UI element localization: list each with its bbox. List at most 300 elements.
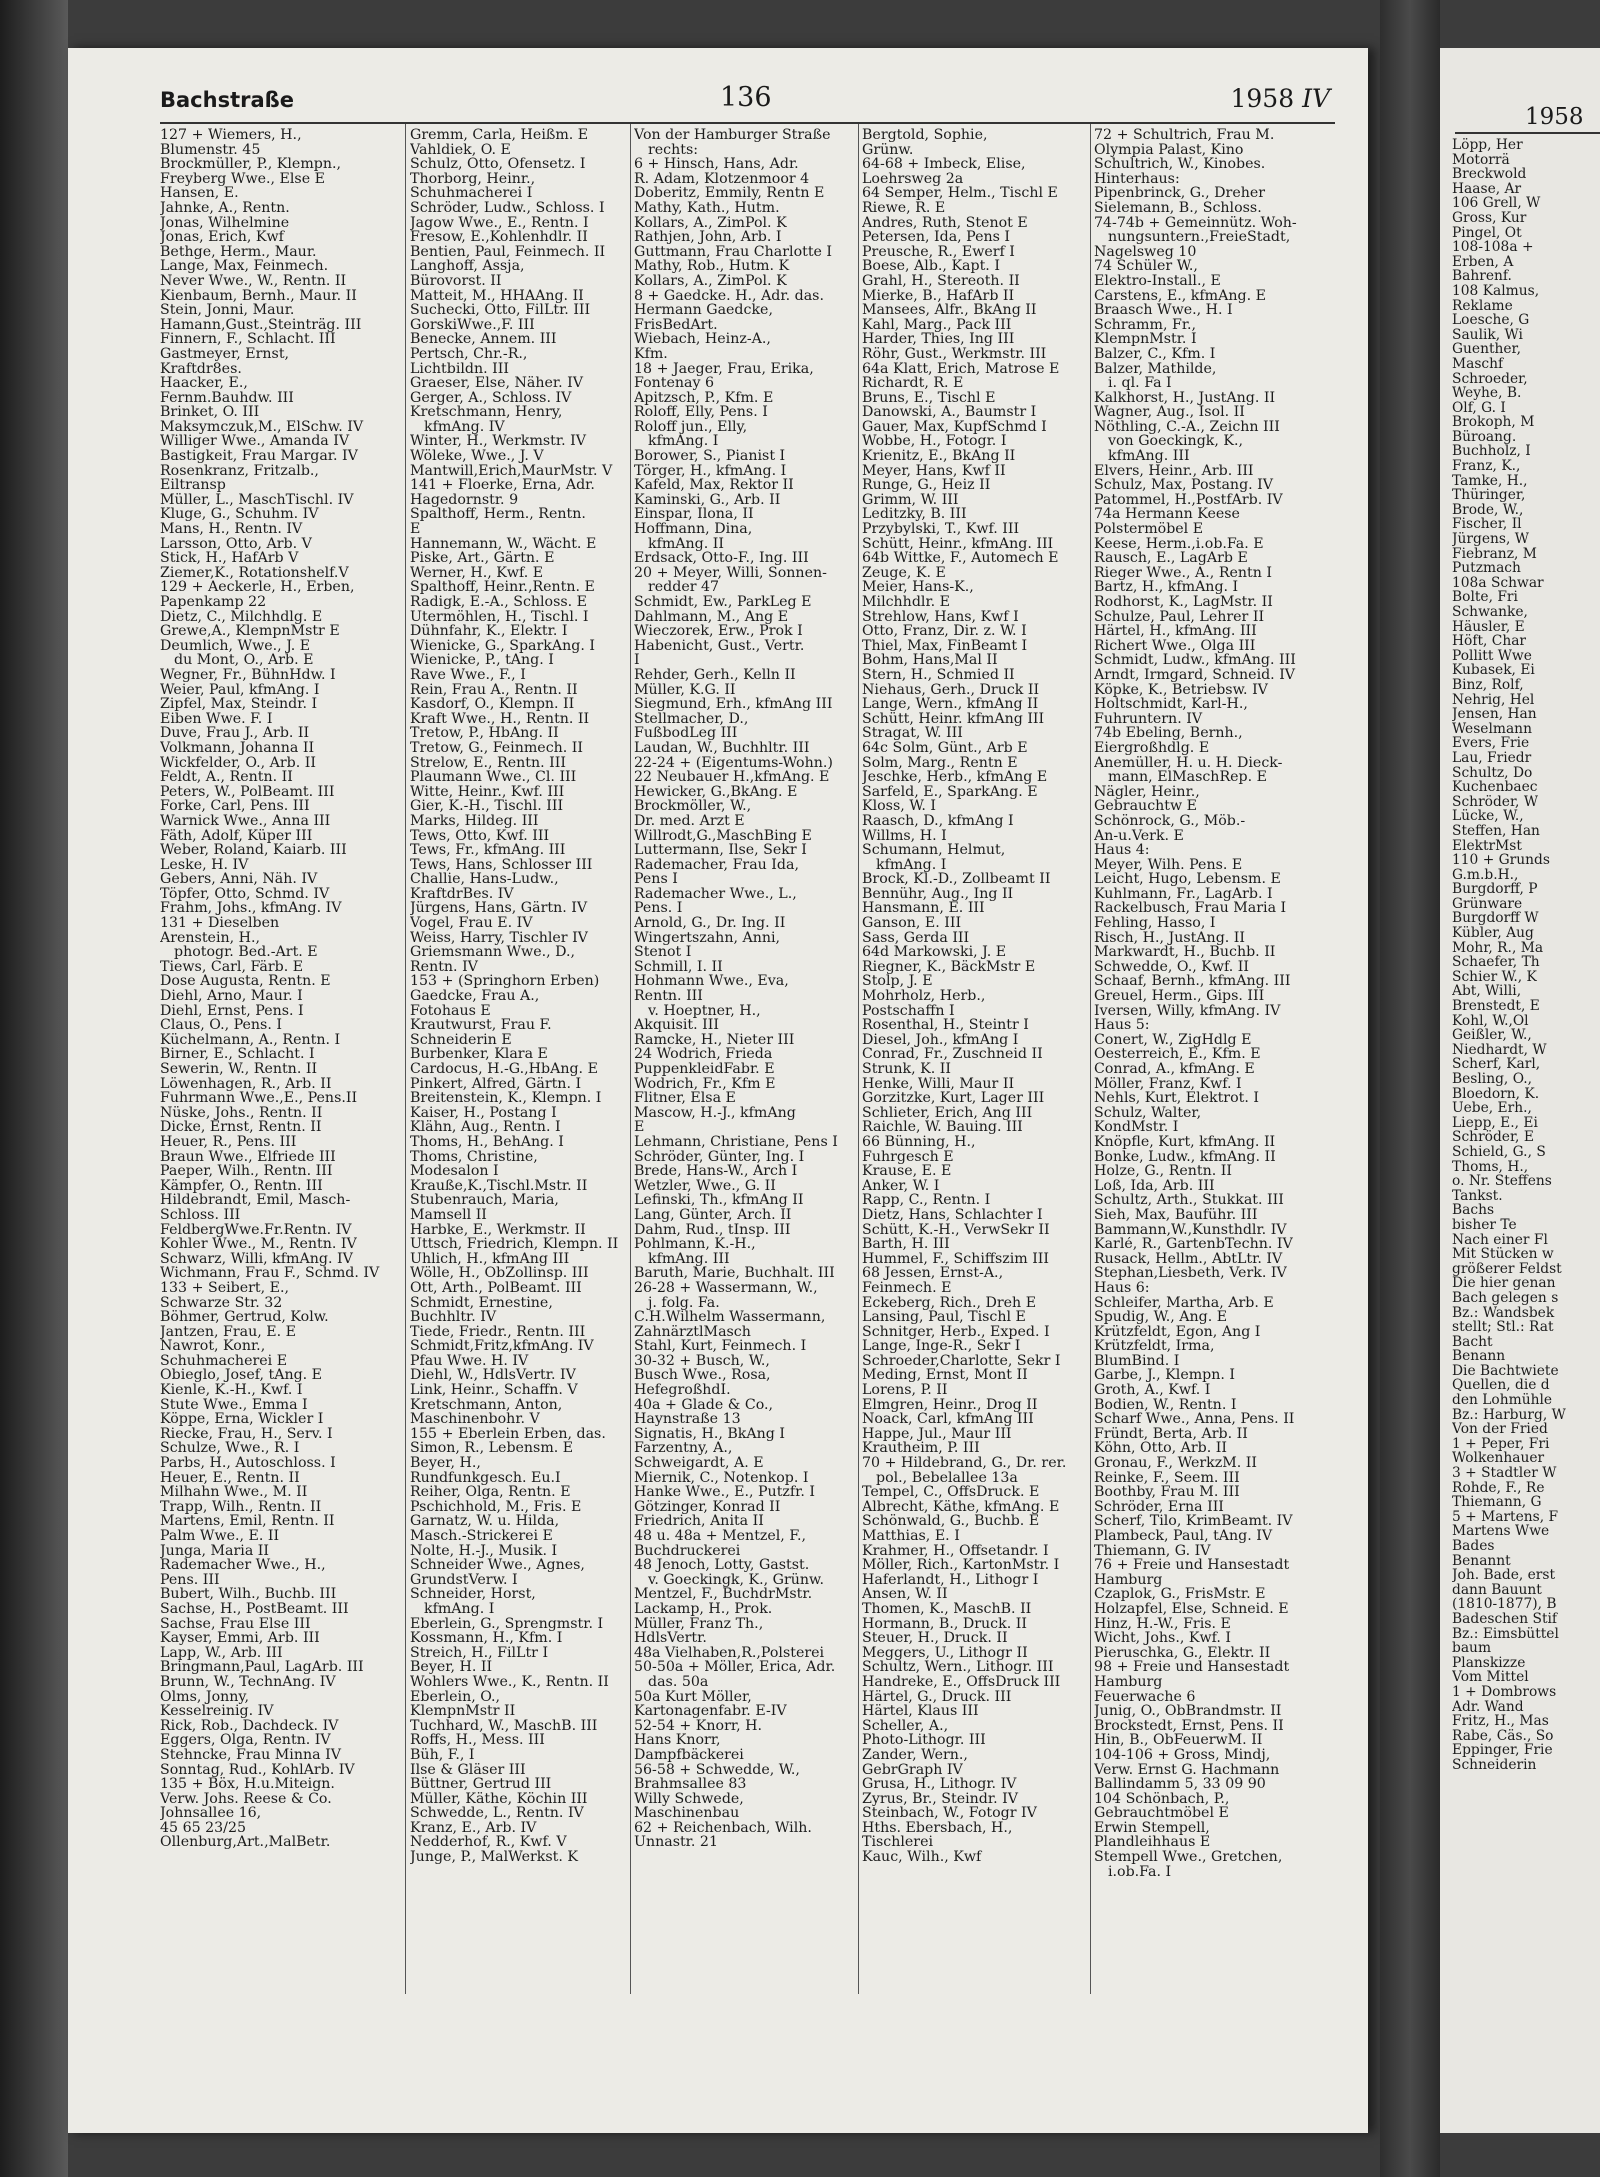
directory-entry: HefegroßhdI. [634,1383,731,1398]
directory-entry: Weyhe, B. [1452,385,1522,402]
directory-entry: Stahl, Kurt, Feinmech. I [634,1339,807,1354]
directory-entry: KlempnMstr. I [1094,332,1197,347]
directory-entry: Nehrig, Hel [1452,691,1535,708]
directory-entry: Elektro-Install., E [1094,273,1221,289]
directory-entry: 141 + Floerke, Erna, Adr. [410,478,595,493]
column-1 [160,128,400,1988]
directory-entry: Elvers, Heinr., Arb. III [1094,463,1254,479]
directory-entry: Pens. I [634,901,683,917]
directory-entry: photogr. Bed.-Art. E [174,945,318,960]
directory-entry: Schmidt,Fritz,kfmAng. IV [410,1339,594,1354]
directory-entry: Albrecht, Käthe, kfmAng. E [862,1499,1060,1515]
directory-entry: Hewicker, G.,BkAng. E [634,784,798,800]
directory-entry: 129 + Aeckerle, H., Erben, [160,580,355,595]
directory-entry: Plaumann Wwe., Cl. III [410,770,577,785]
directory-entry: Fäth, Adolf, Küper III [160,828,313,844]
directory-entry: Polstermöbel E [1094,522,1204,537]
directory-entry: Mascow, H.-J., kfmAng [634,1105,796,1121]
directory-entry: Farzentny, A., [634,1441,733,1457]
directory-entry: Hths. Ebersbach, H., [862,1820,1013,1836]
directory-entry: Mohrholz, Herb., [862,989,986,1004]
directory-entry: Reinke, F., Seem. III [1094,1470,1240,1486]
directory-entry: Nehls, Kurt, Elektrot. I [1094,1091,1259,1106]
directory-entry: Dahm, Rud., tInsp. III [634,1222,791,1238]
directory-entry: Kaminski, G., Arb. II [634,492,781,508]
directory-entry: Haferlandt, H., Lithogr I [862,1572,1039,1588]
directory-entry: Sieh, Max, Bauführ. III [1094,1207,1258,1223]
directory-entry: Trapp, Wilh., Rentn. II [160,1499,322,1515]
directory-entry: Hin, B., ObFeuerwM. II [1094,1733,1263,1748]
directory-entry: Grewe,A., KlempnMstr E [160,624,340,639]
directory-entry: Loesche, G [1452,312,1530,329]
directory-entry: Czaplok, G., FrisMstr. E [1094,1587,1266,1602]
directory-entry: Diesel, Joh., kfmAng I [862,1032,1019,1048]
directory-entry: 64a Klatt, Erich, Matrose E [862,361,1060,377]
directory-entry: Rademacher Wwe., L., [634,886,797,902]
directory-entry: Böhmer, Gertrud, Kolw. [160,1310,329,1325]
directory-entry: Lau, Friedr [1452,749,1532,766]
directory-entry: ElektrMst [1452,837,1522,854]
directory-entry: Hans Knorr, [634,1733,721,1748]
directory-entry: Lang, Günter, Arch. II [634,1207,792,1223]
directory-entry: Kraftdr8es. [160,361,242,377]
directory-entry: Höft, Char [1452,633,1527,650]
directory-entry: Quellen, die d [1452,1377,1550,1394]
directory-entry: i.ob.Fa. I [1108,1864,1172,1880]
directory-entry: Griemsmann Wwe., D., [410,945,576,960]
directory-entry: Thiemann, G [1452,1494,1542,1511]
directory-entry: Gauer, Max, KupfSchmd I [862,419,1047,435]
directory-entry: 56-58 + Schwedde, W., [634,1762,800,1778]
directory-entry: Link, Heinr., Schaffn. V [410,1383,578,1398]
directory-entry: Eiltransp [160,478,226,493]
directory-entry: Ansen, W. II [862,1587,948,1602]
directory-entry: Dampfbäckerei [634,1747,744,1763]
directory-entry: Brockmüller, P., Klempn., [160,157,342,172]
directory-entry: 70 + Hildebrand, G., Dr. rer. [862,1456,1067,1471]
directory-entry: Schloss. III [160,1207,241,1223]
year: 1958 [1230,84,1295,113]
directory-entry: Laudan, W., Buchhltr. III [634,740,810,756]
directory-entry: Feinmech. E [862,1280,952,1296]
directory-entry: Vahldiek, O. E [410,142,511,158]
directory-entry: Vogel, Frau E. IV [410,916,533,931]
directory-entry: Götzinger, Konrad II [634,1499,781,1515]
directory-entry: Köppe, Erna, Wickler I [160,1412,324,1427]
directory-entry: 153 + (Springhorn Erben) [410,974,600,990]
directory-entry: Kahl, Marg., Pack III [862,317,1012,333]
directory-entry: Hannemann, W., Wächt. E [410,536,597,552]
directory-entry: Brockmöller, W., [634,799,752,814]
directory-entry: Friedrich, Anita II [634,1514,764,1529]
directory-entry: Bloedorn, K. [1452,1085,1540,1102]
directory-entry: Rusack, Hellm., AbtLtr. IV [1094,1251,1283,1267]
directory-entry: Flitner, Elsa E [634,1091,736,1106]
directory-entry: 74b Ebeling, Bernh., [1094,726,1243,741]
directory-entry: mann, ElMaschRep. E [1108,770,1267,785]
directory-entry: 64d Markowski, J. E [862,945,1007,960]
directory-entry: Cardocus, H.-G.,HbAng. E [410,1062,598,1077]
directory-entry: von Goeckingk, K., [1108,434,1244,450]
directory-entry: Schwedde, O., Kwf. II [1094,959,1249,975]
directory-entry: Rick, Rob., Dachdeck. IV [160,1718,339,1734]
directory-entry: Pertsch, Chr.-R., [410,346,528,362]
directory-entry: Brockstedt, Ernst, Pens. II [1094,1718,1284,1734]
directory-entry: E [410,522,421,537]
directory-entry: größerer Feldst [1452,1260,1562,1277]
directory-entry: Challie, Hans-Ludw., [410,872,559,887]
directory-entry: das. 50a [648,1674,709,1690]
directory-entry: Kfm. [634,346,668,362]
directory-entry: Jahnke, A., Rentn. [160,200,290,216]
directory-entry: Von der Fried [1452,1421,1548,1438]
directory-entry: 26-28 + Wassermann, W., [634,1280,818,1296]
directory-entry: Photo-Lithogr. III [862,1733,986,1748]
directory-entry: Rave Wwe., F., I [410,667,526,683]
directory-entry: Harbke, E., Werkmstr. II [410,1222,586,1238]
directory-entry: Hinterhaus: [1094,171,1180,187]
directory-entry: Breitenstein, K., Klempn. I [410,1091,602,1106]
directory-entry: Risch, H., JustAng. II [1094,930,1246,946]
directory-entry: Kohler Wwe., M., Rentn. IV [160,1237,357,1252]
directory-entry: 45 65 23/25 [160,1820,247,1836]
directory-entry: Schneiderin E [410,1032,512,1048]
directory-entry: Bruns, E., Tischl E [862,390,996,406]
directory-entry: kfmAng. III [648,1251,730,1267]
directory-entry: Kasdorf, O., Klempn. II [410,697,575,712]
directory-entry: Fischer, Il [1452,516,1522,533]
directory-entry: Bringmann,Paul, LagArb. III [160,1660,364,1675]
directory-entry: 72 + Schultrich, Frau M. [1094,128,1275,143]
directory-entry: Willrodt,G.,MaschBing E [634,828,812,844]
directory-entry: Zipfel, Max, Steindr. I [160,697,318,712]
directory-entry: Wicht, Johs., Kwf. I [1094,1631,1231,1646]
directory-entry: Nolte, H.-J., Musik. I [410,1543,558,1559]
directory-entry: Schuhmacherei I [410,186,533,201]
directory-entry: Preusche, R., Ewerf I [862,244,1015,260]
directory-entry: Martens, Emil, Rentn. II [160,1514,335,1529]
directory-entry: kfmAng. I [424,1601,495,1617]
directory-entry: Happe, Jul., Maur III [862,1426,1012,1442]
directory-entry: Beyer, H., [410,1456,481,1471]
directory-entry: pol., Bebelallee 13a [876,1470,1018,1486]
directory-entry: Schwedde, L., Rentn. IV [410,1806,584,1821]
directory-entry: Bahrenf. [1452,268,1512,285]
directory-entry: Bodien, W., Rentn. I [1094,1397,1237,1413]
directory-entry: Finnern, F., Schlacht. III [160,332,336,347]
directory-entry: Hormann, B., Druck. II [862,1616,1027,1632]
directory-entry: Jürgens, W [1452,531,1529,548]
directory-entry: Härtel, G., Druck. III [862,1689,1012,1705]
directory-entry: Bethge, Herm., Maur. [160,244,317,260]
directory-entry: Rentn. IV [410,959,478,975]
directory-entry: Burbenker, Klara E [410,1047,548,1062]
directory-entry: Kienbaum, Bernh., Maur. II [160,288,357,304]
directory-entry: Postschaffn I [862,1003,955,1019]
directory-entry: Richert Wwe., Olga III [1094,638,1256,654]
directory-entry: Jeschke, Herb., kfmAng E [862,770,1048,785]
directory-entry: Schmidt, Ernestine, [410,1295,553,1311]
directory-entry: Lackamp, H., Prok. [634,1601,773,1617]
directory-entry: Arnold, G., Dr. Ing. II [634,916,786,931]
directory-entry: Junig, O., ObBrandmstr. II [1094,1704,1282,1719]
directory-entry: Eiergroßhdlg. E [1094,740,1210,756]
directory-entry: Raasch, D., kfmAng I [862,813,1014,829]
directory-entry: Langhoff, Assja, [410,259,525,274]
directory-entry: Wienicke, P., tAng. I [410,653,554,668]
directory-entry: Saulik, Wi [1452,326,1523,343]
directory-entry: Schütt, K.-H., VerwSekr II [862,1222,1050,1238]
directory-entry: du Mont, O., Arb. E [174,653,314,668]
column-divider [630,124,631,1994]
directory-entry: Brode, W., [1452,501,1524,518]
directory-entry: Fehling, Hasso, I [1094,916,1216,931]
directory-entry: j. folg. Fa. [648,1295,720,1311]
directory-entry: Wobbe, H., Fotogr. I [862,434,1007,450]
book-gutter [1380,0,1440,2177]
directory-entry: Schwanke, [1452,604,1528,620]
directory-entry: Obieglo, Josef, tAng. E [160,1368,323,1384]
directory-entry: Palm Wwe., E. II [160,1529,280,1544]
directory-entry: Siegmund, Erh., kfmAng III [634,697,833,712]
directory-entry: Schneiderin [1452,1756,1537,1773]
directory-entry: Haynstraße 13 [634,1412,741,1427]
directory-entry: Rademacher Wwe., H., [160,1558,326,1573]
directory-entry: kfmAng. IV [424,419,505,435]
directory-entry: Schlieter, Erich, Ang III [862,1105,1033,1121]
directory-entry: Thoms, H., [1452,1158,1529,1175]
directory-entry: Maksymczuk,M., ElSchw. IV [160,419,364,435]
directory-entry: Lehmann, Christiane, Pens I [634,1134,838,1150]
directory-entry: Witte, Heinr., Kwf. III [410,784,565,800]
directory-entry: Eppinger, Frie [1452,1742,1553,1759]
directory-entry: Schröder, W [1452,793,1538,810]
directory-entry: kfmAng. I [876,857,947,873]
directory-entry: Löwenhagen, R., Arb. II [160,1076,332,1092]
directory-entry: Bolte, Fri [1452,589,1518,606]
directory-entry: 68 Jessen, Ernst-A., [862,1266,1004,1281]
directory-entry: Arndt, Irmgard, Schneid. IV [1094,667,1296,683]
directory-entry: Larsson, Otto, Arb. V [160,536,312,552]
directory-entry: Kübler, Aug [1452,925,1534,942]
directory-entry: Gebers, Anni, Näh. IV [160,872,318,887]
directory-entry: Reklame [1452,297,1513,314]
directory-entry: Brenstedt, E [1452,998,1540,1015]
directory-entry: 48 Jenoch, Lotty, Gastst. [634,1558,810,1573]
directory-entry: Eiben Wwe. F. I [160,711,273,727]
directory-entry: Badeschen Stif [1452,1610,1558,1627]
directory-entry: Tews, Fr., kfmAng. III [410,843,566,858]
directory-entry: Weier, Paul, kfmAng. I [160,682,320,698]
directory-entry: Schuhmacherei E [160,1353,288,1369]
directory-entry: Garnatz, W. u. Hilda, [410,1514,560,1529]
directory-entry: GorskiWwe.,F. III [410,317,535,333]
directory-entry: Burgdorff, P [1452,881,1538,898]
directory-entry: Pieruschka, G., Elektr. II [1094,1645,1271,1661]
directory-entry: Ganson, E. III [862,916,962,931]
directory-entry: Knöpfle, Kurt, kfmAng. II [1094,1134,1276,1150]
directory-entry: Tischlerei [862,1835,934,1851]
directory-entry: Hummel, F., Schiffszim III [862,1251,1050,1267]
directory-entry: Schmill, I. II [634,959,723,975]
directory-entry: Buchhltr. IV [410,1310,497,1325]
directory-entry: Tews, Hans, Schlosser III [410,857,593,873]
directory-entry: o. Nr. Steffens [1452,1173,1552,1190]
directory-entry: Fiebranz, M [1452,545,1537,562]
directory-entry: Petersen, Ida, Pens I [862,230,1011,245]
directory-entry: Stragat, W. III [862,726,963,741]
directory-entry: Sachse, Frau Else III [160,1616,311,1632]
directory-entry: 40a + Glade & Co., [634,1397,774,1413]
directory-entry: Pschichhold, M., Fris. E [410,1499,582,1515]
directory-entry: 64b Wittke, F., Automech E [862,551,1059,566]
directory-entry: Steffen, Han [1452,822,1540,839]
directory-entry: Thoms, H., BehAng. I [410,1134,564,1150]
directory-entry: Wohlers Wwe., K., Rentn. II [410,1674,609,1690]
directory-entry: Maschinenbohr. V [410,1412,540,1427]
directory-entry: I [634,653,640,668]
directory-entry: Pens I [634,872,678,887]
directory-entry: Bennühr, Aug., Ing II [862,886,1014,902]
directory-entry: Guenther, [1452,341,1522,358]
directory-entry: Hermann Gaedcke, [634,303,773,318]
directory-entry: Rausch, E., LagArb E [1094,551,1248,566]
directory-entry: Masch.-Strickerei E [410,1529,553,1544]
directory-entry: Schultz, Wern., Lithogr. III [862,1660,1054,1675]
directory-entry: ZahnärztlMasch [634,1324,751,1340]
directory-entry: 22-24 + (Eigentums-Wohn.) [634,755,833,771]
directory-entry: Bohm, Hans,Mal II [862,653,998,668]
directory-entry: Steinbach, W., Fotogr IV [862,1806,1037,1821]
directory-entry: Kayser, Emmi, Arb. III [160,1631,320,1646]
directory-entry: Sarfeld, E., SparkAng. E [862,784,1038,800]
directory-entry: Benannt [1452,1552,1511,1569]
directory-entry: Dose Augusta, Rentn. E [160,974,331,990]
directory-entry: Spudig, W., Ang. E [1094,1310,1228,1325]
column-4 [862,128,1087,1988]
directory-entry: Hansen, E. [160,186,239,201]
directory-entry: Schweigardt, A. E [634,1456,764,1471]
directory-entry: Köhn, Otto, Arb. II [1094,1441,1227,1457]
directory-entry: Willms, H. I [862,828,947,844]
directory-entry: Jonas, Wilhelmine [160,215,290,231]
directory-entry: Haacker, E., [160,376,248,391]
directory-entry: Kranz, E., Arb. IV [410,1820,537,1836]
directory-entry: Härtel, H., kfmAng. III [1094,624,1257,639]
directory-entry: Richardt, R. E [862,376,964,391]
directory-entry: Thorborg, Heinr., [410,171,536,187]
directory-entry: Leicht, Hugo, Lebensm. E [1094,872,1281,887]
directory-entry: 74 Schüler W., [1094,259,1198,274]
directory-entry: Mentzel, F., BuchdrMstr. [634,1587,813,1602]
directory-entry: Krause, E. E [862,1164,952,1179]
directory-entry: 3 + Stadtler W [1452,1465,1557,1482]
directory-entry: Fuhrmann Wwe.,E., Pens.II [160,1091,358,1106]
directory-entry: Roloff jun., Elly, [634,419,748,435]
directory-entry: HdlsVertr. [634,1631,707,1646]
directory-entry: Büroang. [1452,428,1517,445]
directory-entry: Duve, Frau J., Arb. II [160,726,310,741]
directory-entry: Spalthoff, Heinr.,Rentn. E [410,580,595,595]
directory-entry: Schönwald, G., Buchb. E [862,1514,1040,1529]
directory-entry: Haus 6: [1094,1280,1150,1296]
directory-entry: Thomen, K., MaschB. II [862,1601,1032,1617]
directory-entry: GrundstVerw. I [410,1572,518,1588]
directory-entry: Pingel, Ot [1452,224,1522,241]
directory-entry: Plandleihhaus E [1094,1835,1211,1851]
directory-entry: Frahm, Johs., kfmAng. IV [160,901,342,917]
directory-entry: Fotohaus E [410,1003,491,1019]
directory-entry: 8 + Gaedcke. H., Adr. das. [634,288,824,304]
directory-entry: Brahmsallee 83 [634,1777,747,1792]
directory-entry: 6 + Hinsch, Hans, Adr. [634,157,799,172]
directory-entry: Tiede, Friedr., Rentn. III [410,1324,586,1340]
directory-entry: G.m.b.H., [1452,866,1519,883]
directory-entry: Kossmann, H., Kfm. I [410,1631,563,1646]
directory-entry: Radigk, E.-A., Schloss. E [410,595,588,610]
directory-entry: Jonas, Erich, Kwf [160,230,284,245]
directory-entry: Olms, Jonny, [160,1689,250,1705]
directory-entry: Fresow, E.,Kohlenhdlr. II [410,230,588,245]
directory-entry: Schröder, E [1452,1129,1534,1146]
directory-entry: Rapp, C., Rentn. I [862,1193,991,1208]
directory-entry: 1 + Peper, Fri [1452,1435,1550,1452]
directory-entry: Grünware [1452,895,1523,912]
directory-entry: Wolkenhauer [1452,1450,1545,1467]
directory-entry: Gaedcke, Frau A., [410,989,540,1004]
directory-entry: Schumann, Helmut, [862,843,1006,858]
directory-entry: 74-74b + Gemeinnütz. Woh- [1094,215,1297,231]
directory-entry: Grahl, H., Stereoth. II [862,273,1020,289]
directory-entry: Kohl, W.,Ol [1452,1012,1529,1029]
directory-entry: Apitzsch, P., Kfm. E [634,390,774,406]
directory-entry: Schröder, Ludw., Schloss. I [410,200,605,216]
directory-entry: Pollitt Wwe [1452,647,1532,664]
directory-entry: Köpke, K., Betriebsw. IV [1094,682,1268,698]
directory-entry: Meding, Ernst, Mont II [862,1368,1028,1384]
directory-entry: Rabe, Cäs., So [1452,1727,1554,1744]
directory-entry: Uhlich, H., kfmAng III [410,1251,570,1267]
directory-entry: Gebrauchtw E [1094,799,1197,814]
directory-entry: Lücke, W., [1452,808,1524,825]
directory-entry: Strelow, E., Rentn. III [410,755,566,771]
directory-entry: Peters, W., PolBeamt. III [160,784,335,800]
directory-entry: Möller, Franz, Kwf. I [1094,1076,1242,1092]
directory-entry: Abt, Willi, [1452,983,1522,1000]
directory-entry: Holze, G., Rentn. II [1094,1164,1232,1179]
directory-entry: Olf, G. I [1452,399,1506,416]
directory-entry: Gebrauchtmöbel E [1094,1806,1229,1821]
directory-entry: Franz, K., [1452,458,1521,475]
directory-entry: Wingertszahn, Anni, [634,930,781,946]
directory-entry: Kämpfer, O., Rentn. III [160,1178,323,1194]
directory-entry: Milhahn Wwe., M. II [160,1485,308,1500]
header-rule [160,122,1335,124]
directory-entry: Krautheim, P. III [862,1441,980,1457]
directory-entry: Thoms, Christine, [410,1149,538,1165]
directory-entry: 50-50a + Möller, Erica, Adr. [634,1660,836,1675]
directory-entry: Lorens, P. II [862,1383,948,1398]
directory-entry: Gastmeyer, Ernst, [160,346,290,362]
directory-entry: Haase, Ar [1452,180,1522,197]
directory-entry: Häusler, E [1452,618,1525,635]
directory-entry: Dr. med. Arzt E [634,813,745,829]
directory-entry: Müller, L., MaschTischl. IV [160,492,354,508]
directory-entry: Wienicke, G., SparkAng. I [410,638,595,654]
directory-entry: Williger Wwe., Amanda IV [160,434,350,450]
directory-entry: 66 Bünning, H., [862,1134,976,1150]
directory-entry: Hildebrandt, Emil, Masch- [160,1193,351,1208]
